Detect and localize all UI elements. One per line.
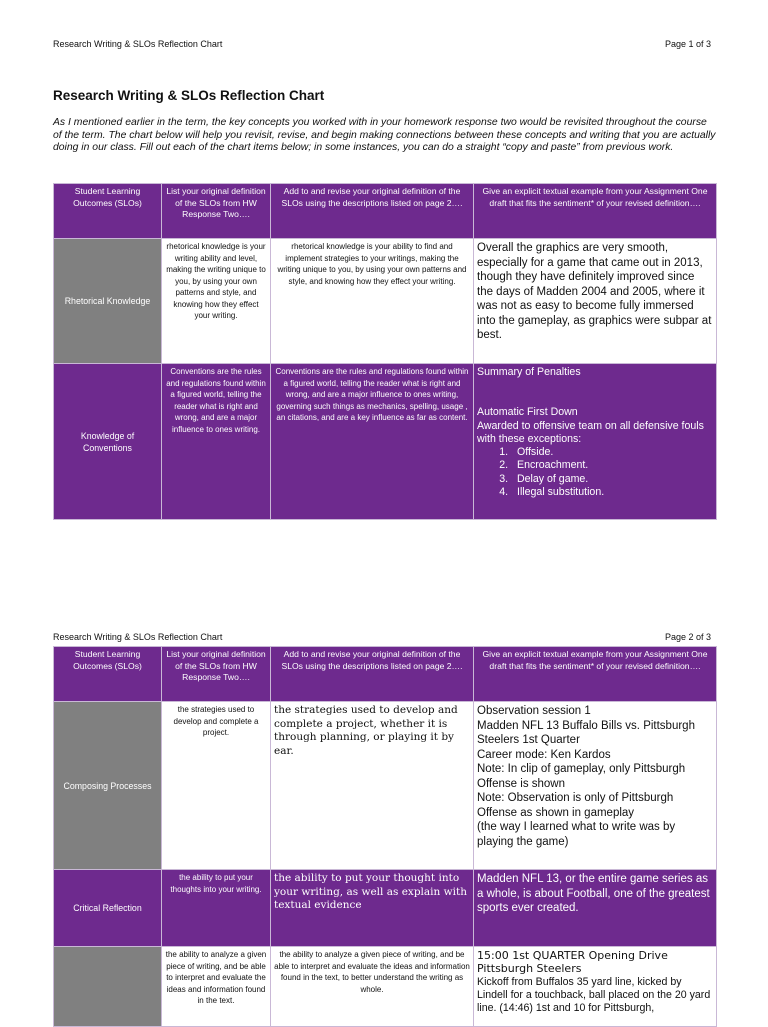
textual-example xyxy=(474,364,717,520)
col-header-slo: Student Learning Outcomes (SLOs) xyxy=(54,647,162,702)
slo-chart-page2 xyxy=(53,646,717,1027)
revised-definition: the strategies used to develop and complete a project, whether it is through planning, or playing it by ear. xyxy=(271,702,474,870)
document-title: Research Writing & SLOs Reflection Chart xyxy=(53,88,325,103)
col-header-slo: Student Learning Outcomes (SLOs) xyxy=(54,184,162,239)
row-critical-reflection xyxy=(54,870,717,947)
row-knowledge-of-conventions xyxy=(54,364,717,520)
original-definition: the ability to analyze a given piece of writing, and be able to interpret and evaluate the ideas and information found in the text. xyxy=(162,947,271,1027)
original-definition: rhetorical knowledge is your writing ability and level, making the writing unique to you, by using your own patterns and style, and knowing how they effect your writing. xyxy=(162,239,271,364)
page1-running-header: Research Writing & SLOs Reflection Chart xyxy=(53,39,223,49)
page2-running-header: Research Writing & SLOs Reflection Chart xyxy=(53,632,223,642)
row-composing-processes xyxy=(54,702,717,870)
textual-example: Madden NFL 13, or the entire game series as a whole, is about Football, one of the greatest sports ever created. xyxy=(474,870,717,947)
revised-definition: the ability to analyze a given piece of writing, and be able to interpret and evaluate the ideas and information found in the text, to better understand the writing as whole. xyxy=(271,947,474,1027)
original-definition: Conventions are the rules and regulations found within a figured world, telling the reader what is right and wrong, and are a major influence to ones writing. xyxy=(162,364,271,520)
col-header-original: List your original definition of the SLOs from HW Response Two…. xyxy=(162,184,271,239)
textual-example xyxy=(474,947,717,1027)
col-header-example: Give an explicit textual example from your Assignment One draft that fits the sentiment* of your revised definition…. xyxy=(474,184,717,239)
list-item: 2. Encroachment. xyxy=(511,459,713,472)
col-header-original: List your original definition of the SLOs from HW Response Two…. xyxy=(162,647,271,702)
revised-definition: Conventions are the rules and regulations found within a figured world, telling the reader what is right and wrong, and are a major influence to ones writing, governing such things as mechanics, spelling, usage , an citations, and are a key influence as far as content. xyxy=(271,364,474,520)
list-item: 4. Illegal substitution. xyxy=(511,486,713,499)
chart-header-row xyxy=(54,647,717,702)
row-rhetorical-knowledge xyxy=(54,239,717,364)
intro-paragraph: As I mentioned earlier in the term, the key concepts you worked with in your homework response two would be revisited throughout the course of the term. The chart below will help you revisit, revise, and begin making connections between these concepts and writing that you are actually doing in our class. Fill out each of the chart items below; in some instances, you can do a straight “copy and paste” from previous work. xyxy=(53,117,716,153)
penalty-subtitle: Automatic First Down xyxy=(477,406,578,419)
chart-header-row xyxy=(54,184,717,239)
slo-label: Critical Reflection xyxy=(54,870,162,947)
page1-page-number: Page 1 of 3 xyxy=(665,39,712,49)
col-header-revised: Add to and revise your original definition of the SLOs using the descriptions listed on page 2…. xyxy=(271,184,474,239)
penalty-description: Awarded to offensive team on all defensive fouls with these exceptions: xyxy=(477,419,704,445)
col-header-revised: Add to and revise your original definition of the SLOs using the descriptions listed on page 2…. xyxy=(271,647,474,702)
original-definition: the strategies used to develop and complete a project. xyxy=(162,702,271,870)
textual-example: Overall the graphics are very smooth, especially for a game that came out in 2013, though they have definitely improved since the days of Madden 2004 and 2005, where it was not as easy to become fully immersed into the gameplay, as graphics were subpar at best. xyxy=(474,239,717,364)
row-critical-reading xyxy=(54,947,717,1027)
drive-description: Kickoff from Buffalos 35 yard line, kicked by Lindell for a touchback, ball placed on the 20 yard line. (14:46) 1st and 10 for Pittsburgh, xyxy=(477,975,711,1015)
textual-example: Observation session 1 Madden NFL 13 Buffalo Bills vs. Pittsburgh Steelers 1st Quarter Career mode: Ken Kardos Note: In clip of gameplay, only Pittsburgh Offense is shown Note: Observation is only of Pittsburgh Offense as shown in gameplay (the way I learned what to write was by playing the game) xyxy=(474,702,717,870)
slo-label: Knowledge of Conventions xyxy=(54,364,162,520)
penalty-exceptions-list xyxy=(477,446,713,499)
slo-label xyxy=(54,947,162,1027)
penalty-summary-title: Summary of Penalties xyxy=(477,366,581,378)
revised-definition: rhetorical knowledge is your ability to find and implement strategies to your writings, making the writing unique to you, by using your own patterns and style, and knowing how they effect your writing. xyxy=(271,239,474,364)
original-definition: the ability to put your thoughts into your writing. xyxy=(162,870,271,947)
slo-label: Composing Processes xyxy=(54,702,162,870)
revised-definition: the ability to put your thought into your writing, as well as explain with textual evidence xyxy=(271,870,474,947)
slo-label: Rhetorical Knowledge xyxy=(54,239,162,364)
list-item: 1. Offside. xyxy=(511,446,713,459)
list-item: 3. Delay of game. xyxy=(511,473,713,486)
page2-page-number: Page 2 of 3 xyxy=(665,632,712,642)
slo-chart-page1 xyxy=(53,183,717,520)
drive-heading: 15:00 1st QUARTER Opening Drive Pittsburgh Steelers xyxy=(477,949,668,976)
col-header-example: Give an explicit textual example from your Assignment One draft that fits the sentiment* of your revised definition…. xyxy=(474,647,717,702)
